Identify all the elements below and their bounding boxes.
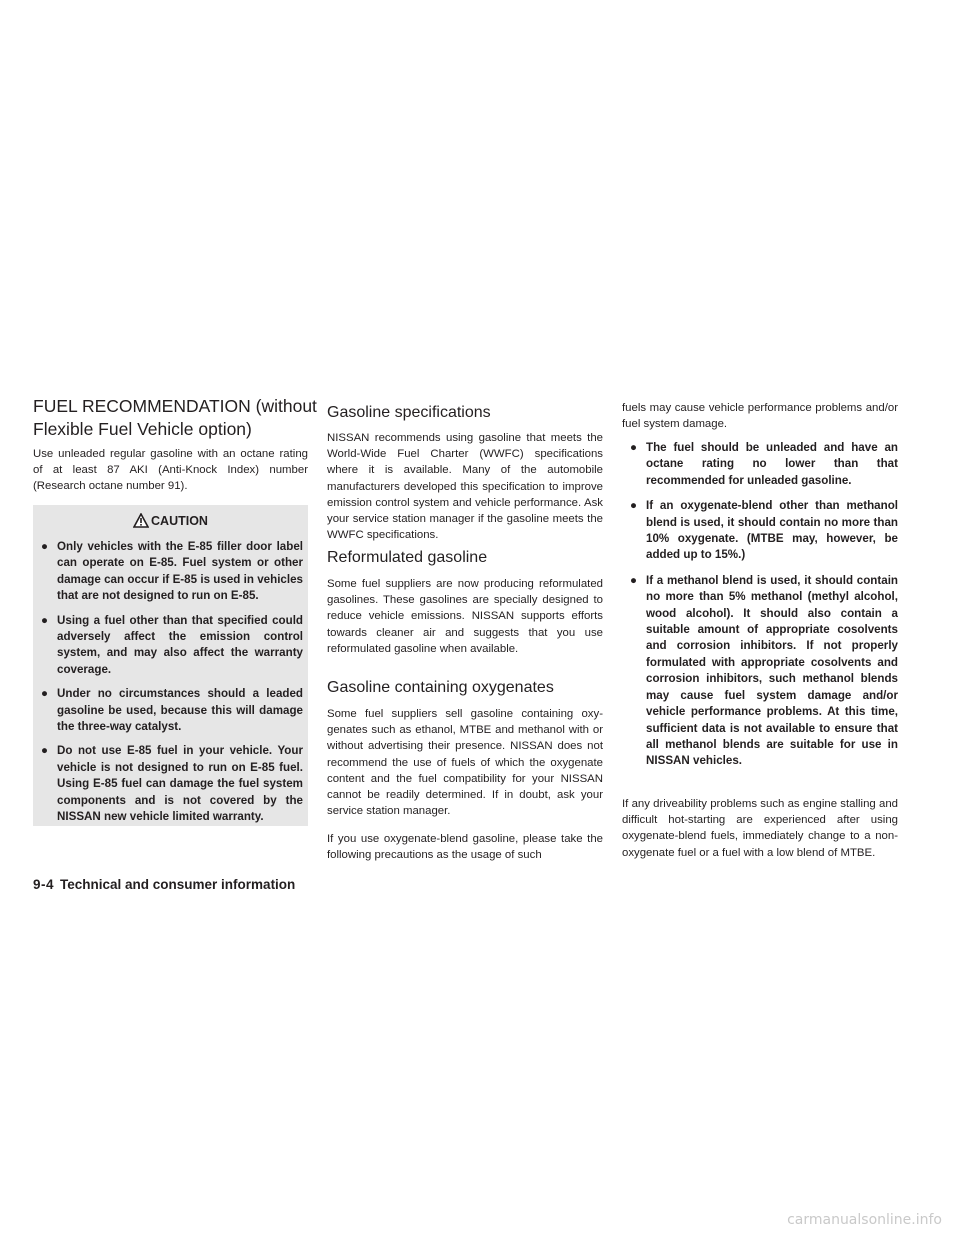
reformulated-gasoline-paragraph: Some fuel suppliers are now producing reformulated gasolines. These gasolines are specially designed to reduce vehicle emissions. NISSAN supports efforts towards cleaner air and suggests that you use reformulated gasoline when available. — [327, 578, 603, 655]
warning-triangle-icon — [133, 513, 149, 532]
bullet-icon: ● — [41, 613, 49, 627]
caution-item: ● Only vehicles with the E-85 filler door label can operate on E-85. Fuel system or other damage can occur if E-85 is used in vehicles that are not designed to run on E-85. — [41, 540, 303, 603]
precaution-item: ● The fuel should be unleaded and have an octane rating no lower than that recommended for unleaded gasoline. — [630, 441, 898, 487]
caution-item: ● Under no circumstances should a leaded gasoline be used, because this will damage the three-way catalyst. — [41, 687, 303, 734]
continuation-paragraph: fuels may cause vehicle performance problems and/or fuel system damage. — [622, 402, 898, 431]
bullet-icon: ● — [630, 499, 638, 513]
oxygenates-heading: Gasoline containing oxygenates — [327, 679, 554, 696]
caution-title — [33, 513, 308, 532]
closing-paragraph: If any driveability problems such as engine stalling and difficult hot-starting are experienced after using oxygenate-blend fuels, immediately change to a non-oxygenate fuel or a fuel with a low blend of MTBE. — [622, 798, 898, 859]
bullet-icon: ● — [630, 441, 638, 454]
bullet-icon: ● — [41, 744, 49, 758]
bullet-icon: ● — [630, 573, 638, 587]
intro-paragraph: Use unleaded regular gasoline with an octane rating of at least 87 AKI (Anti-Knock Index) number (Research octane number 91). — [33, 448, 308, 493]
gasoline-specifications-paragraph: NISSAN recommends using gasoline that meets the World-Wide Fuel Charter (WWFC) specifications where it is available. Many of the automobile manufacturers developed this specification to improve emission control system and vehicle performance. Ask your service station manager if the gasoline meets the WWFC specifications. — [327, 432, 603, 542]
reformulated-gasoline-heading: Reformulated gasoline — [327, 549, 488, 566]
gasoline-specifications-heading: Gasoline specifications — [327, 404, 491, 421]
precaution-item: ● If an oxygenate-blend other than methanol blend is used, it should contain no more than 10% oxygenate. (MTBE may, however, be added up to 15%.) — [630, 499, 898, 562]
section-title: Technical and consumer information — [60, 877, 296, 892]
section-heading: FUEL RECOMMENDATION (without Flexible Fuel Vehicle option) — [33, 396, 317, 439]
caution-item: ● Do not use E-85 fuel in your vehicle. Your vehicle is not designed to run on E-85 fuel. Using E-85 fuel can damage the fuel system components and is not covered by the NISSAN new vehicle limited warranty. — [41, 744, 303, 824]
bullet-icon: ● — [41, 540, 49, 553]
precautions-list — [630, 440, 898, 778]
caution-box — [33, 505, 308, 826]
oxygenates-paragraph: Some fuel suppliers sell gasoline containing oxygenates such as ethanol, MTBE and methanol with or without advertising their presence. NISSAN does not recommend the use of fuels of which the oxygenate content and the fuel compatibility for your NISSAN cannot be readily determined. If in doubt, ask your service station manager. — [327, 708, 603, 818]
page-number: 9-4 — [33, 877, 55, 892]
caution-label: CAUTION — [151, 514, 208, 528]
precaution-item: ● If a methanol blend is used, it should contain no more than 5% methanol (methyl alcohol, wood alcohol). It should also contain a suitable amount of appropriate cosolvents and corrosion inhibitors. If not properly formulated with appropriate cosolvents and corrosion inhibitors, such methanol blends may cause fuel system damage and/or vehicle performance problems. At this time, sufficient data is not available to ensure that all methanol blends are suitable for use in NISSAN vehicles. — [630, 573, 898, 768]
watermark: carmanualsonline.info — [787, 1212, 942, 1228]
caution-list — [41, 539, 303, 834]
caution-item: ● Using a fuel other than that specified could adversely affect the emission control system, and may also affect the warranty coverage. — [41, 613, 303, 676]
oxygenates-precautions-paragraph: If you use oxygenate-blend gasoline, please take the following precautions as the usage of such — [327, 833, 603, 862]
page-footer — [33, 876, 295, 894]
bullet-icon: ● — [41, 687, 49, 701]
